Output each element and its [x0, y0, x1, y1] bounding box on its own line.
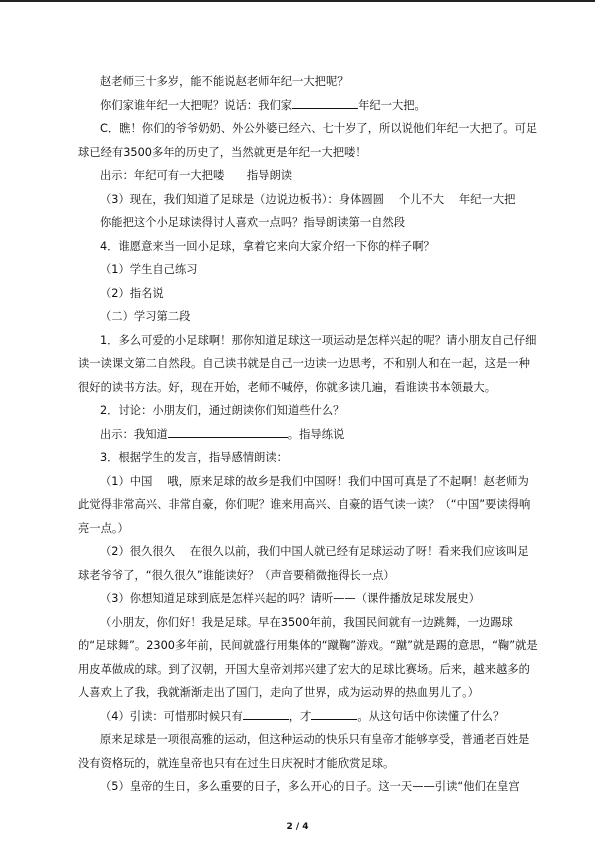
top-border [0, 0, 595, 2]
paragraph: 出示：我知道 。指导练说 [78, 423, 538, 447]
paragraph: （5）皇帝的生日，多么重要的日子，多么开心的日子。这一天——引读“他们在皇宫 [100, 780, 520, 793]
paragraph: 4．谁愿意来当一回小足球，拿着它来向大家介绍一下你的样子啊？ [100, 239, 435, 253]
paragraph: （1）中国 哦，原来足球的故乡是我们中国呀！我们中国可真是了不起啊！赵老师为此觉得非常高兴、非常自豪，你们呢？谁来用高兴、自豪的语气读一读？（“中国”要读得响亮一点。） [78, 474, 531, 535]
paragraph: C．瞧！你们的爷爷奶奶、外公外婆已经六、七十岁了，所以说他们年纪一大把了。可足球已经有3500多年的历史了，当然就更是年纪一大把喽！ [78, 122, 538, 159]
paragraph: 你能把这个小足球读得讨人喜欢一点吗？指导朗读第一自然段 [100, 216, 406, 229]
blank-underline [243, 707, 289, 720]
paragraph: 原来足球是一项很高雅的运动，但这种运动的快乐只有皇帝才能够享受，普通老百姓是没有资格玩的，就连皇帝也只有在过生日庆祝时才能欣赏足球。 [78, 733, 530, 770]
paragraph: 出示：年纪可有一大把喽 指导朗读 [100, 169, 293, 182]
paragraph: （3）你想知道足球到底是怎样兴起的吗？请听——（课件播放足球发展史） [100, 592, 480, 605]
paragraph: （2）指名说 [100, 286, 164, 300]
paragraph: （小朋友，你们好！我是足球。早在3500年前，我国民间就有一边跳舞，一边踢球的“足球舞”。2300多年前，民间就盛行用集体的“蹴鞠”游戏。“蹴”就是踢的意思，“鞠”就是用皮革做成的球。到了汉朝，开国大皇帝刘邦兴建了宏大的足球比赛场。后来，越来越多的人喜欢上了我，我就渐渐走出了国门，走向了世界，成为运动界的热血男儿了。） [78, 615, 538, 699]
blank-underline [292, 96, 358, 109]
blank-underline [311, 707, 357, 720]
page-number: 2 / 4 [286, 822, 309, 832]
paragraph: 你们家谁年纪一大把呢？说话：我们家 年纪一大把。 [78, 94, 538, 118]
paragraph: （2）很久很久 在很久以前，我们中国人就已经有足球运动了呀！看来我们应该叫足球老爷爷了，“很久很久”谁能读好？（声音要稍微拖得长一点） [78, 545, 529, 582]
paragraph: （1）学生自己练习 [100, 263, 198, 276]
paragraph: 2．讨论：小朋友们，通过朗读你们知道些什么？ [100, 404, 345, 417]
paragraph: 1．多么可爱的小足球啊！那你知道足球这一项运动是怎样兴起的呢？请小朋友自己仔细读一读课文第二自然段。自己读书就是自己一边读一边思考，不和别人和在一起，这是一种很好的读书方法。好，现在开始，老师不喊停，你就多读几遍，看谁读书本领最大。 [78, 333, 537, 394]
document-body [78, 70, 538, 799]
paragraph: （4）引读：可惜那时候只有 ，才 。从这句话中你读懂了什么？ [78, 705, 538, 729]
section-heading: （二）学习第二段 [100, 310, 191, 323]
paragraph: 赵老师三十多岁，能不能说赵老师年纪一大把呢？ [100, 75, 349, 88]
blank-underline [168, 425, 288, 438]
paragraph: 3．根据学生的发言，指导感情朗读： [100, 451, 288, 464]
paragraph: （3）现在，我们知道了足球是（边说边板书）：身体圆圆 个儿不大 年纪一大把 [100, 192, 516, 206]
